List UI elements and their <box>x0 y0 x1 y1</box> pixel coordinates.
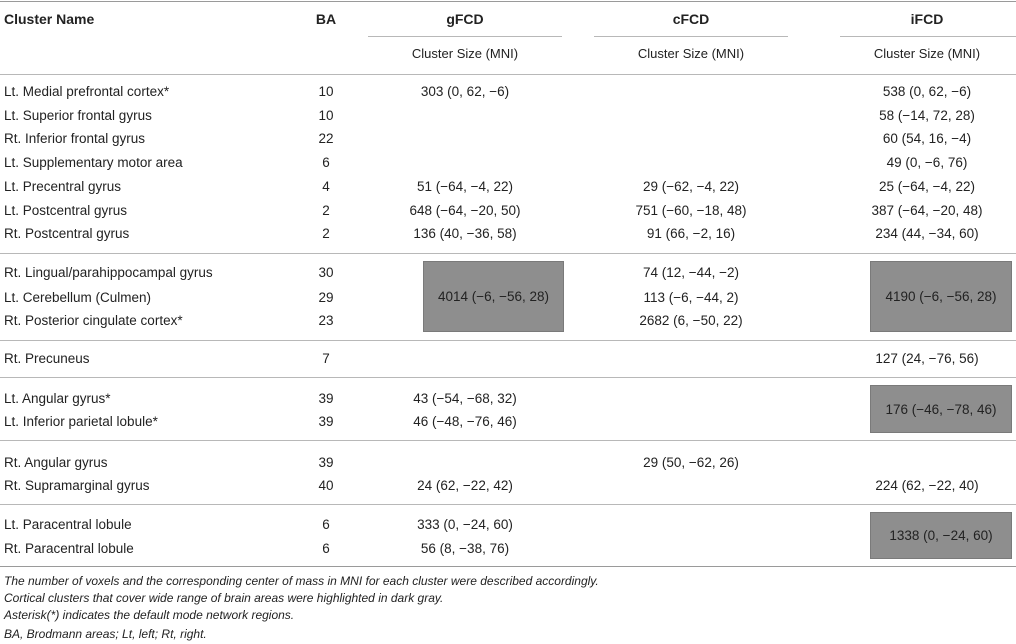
cluster-name-cell: Rt. Inferior frontal gyrus <box>4 131 146 146</box>
ba-cell: 2 <box>322 203 330 218</box>
ifcd-cell: 538 (0, 62, −6) <box>882 84 972 99</box>
cluster-name-cell: Rt. Paracentral lobule <box>4 541 134 556</box>
footnote: Asterisk(*) indicates the default mode network regions. <box>4 608 295 622</box>
ba-cell: 6 <box>322 155 330 170</box>
subheader-rule-gfcd <box>368 36 562 37</box>
highlight-cell-text: 4190 (−6, −56, 28) <box>885 289 997 304</box>
cluster-name-cell: Rt. Lingual/parahippocampal gyrus <box>4 265 213 280</box>
cluster-name-cell: Rt. Posterior cingulate cortex* <box>4 313 183 328</box>
group-rule <box>0 340 1016 341</box>
cluster-name-cell: Lt. Paracentral lobule <box>4 517 132 532</box>
ba-cell: 4 <box>322 179 330 194</box>
ba-cell: 22 <box>318 131 334 146</box>
ba-cell: 7 <box>322 351 330 366</box>
gfcd-cell: 648 (−64, −20, 50) <box>409 203 521 218</box>
group-rule <box>0 253 1016 254</box>
group-rule <box>0 504 1016 505</box>
highlight-cell-gfcd <box>423 261 564 332</box>
cluster-name-cell: Lt. Superior frontal gyrus <box>4 108 152 123</box>
cfcd-cell: 2682 (6, −50, 22) <box>639 313 743 328</box>
subheader-rule-ifcd <box>840 36 1016 37</box>
ifcd-cell: 60 (54, 16, −4) <box>882 131 972 146</box>
ifcd-cell: 58 (−14, 72, 28) <box>879 108 975 123</box>
cluster-name-cell: Lt. Angular gyrus* <box>4 391 111 406</box>
cluster-name-cell: Lt. Medial prefrontal cortex* <box>4 84 170 99</box>
highlight-cell-ifcd <box>870 385 1012 433</box>
footnote: Cortical clusters that cover wide range of brain areas were highlighted in dark gray. <box>4 591 444 605</box>
highlight-cell-ifcd <box>870 261 1012 332</box>
ifcd-cell: 127 (24, −76, 56) <box>875 351 979 366</box>
header-gfcd: gFCD <box>446 11 484 27</box>
header-cluster-name: Cluster Name <box>4 11 95 27</box>
subheader-gfcd: Cluster Size (MNI) <box>411 46 519 61</box>
ifcd-cell: 49 (0, −6, 76) <box>886 155 968 170</box>
ifcd-cell: 224 (62, −22, 40) <box>875 478 979 493</box>
ba-cell: 30 <box>318 265 334 280</box>
gfcd-cell: 56 (8, −38, 76) <box>420 541 510 556</box>
ba-cell: 23 <box>318 313 334 328</box>
ba-cell: 39 <box>318 414 334 429</box>
cluster-name-cell: Lt. Postcentral gyrus <box>4 203 128 218</box>
subheader-ifcd: Cluster Size (MNI) <box>873 46 981 61</box>
table-bottom-rule <box>0 566 1016 567</box>
subheader-rule-cfcd <box>594 36 788 37</box>
table-top-rule <box>0 1 1016 2</box>
header-ifcd: iFCD <box>910 11 944 27</box>
cfcd-cell: 74 (12, −44, −2) <box>642 265 740 280</box>
ba-cell: 39 <box>318 455 334 470</box>
cfcd-cell: 113 (−6, −44, 2) <box>643 290 739 305</box>
header-ba: BA <box>315 11 337 27</box>
group-rule <box>0 377 1016 378</box>
cluster-name-cell: Lt. Inferior parietal lobule* <box>4 414 158 429</box>
header-cfcd: cFCD <box>672 11 710 27</box>
gfcd-cell: 46 (−48, −76, 46) <box>413 414 517 429</box>
cfcd-cell: 29 (50, −62, 26) <box>643 455 739 470</box>
cfcd-cell: 29 (−62, −4, 22) <box>642 179 740 194</box>
ifcd-cell: 25 (−64, −4, 22) <box>878 179 976 194</box>
cluster-name-cell: Rt. Precuneus <box>4 351 90 366</box>
highlight-cell-text: 1338 (0, −24, 60) <box>889 528 993 543</box>
gfcd-cell: 333 (0, −24, 60) <box>417 517 513 532</box>
ba-cell: 6 <box>322 517 330 532</box>
gfcd-cell: 136 (40, −36, 58) <box>413 226 517 241</box>
ifcd-cell: 234 (44, −34, 60) <box>875 226 979 241</box>
footnote: BA, Brodmann areas; Lt, left; Rt, right. <box>4 627 207 641</box>
ba-cell: 29 <box>318 290 334 305</box>
ifcd-cell: 387 (−64, −20, 48) <box>871 203 983 218</box>
ba-cell: 39 <box>318 391 334 406</box>
gfcd-cell: 43 (−54, −68, 32) <box>413 391 517 406</box>
cluster-name-cell: Lt. Cerebellum (Culmen) <box>4 290 152 305</box>
cluster-name-cell: Rt. Angular gyrus <box>4 455 108 470</box>
subheader-cfcd: Cluster Size (MNI) <box>637 46 745 61</box>
cfcd-cell: 91 (66, −2, 16) <box>646 226 736 241</box>
highlight-cell-ifcd <box>870 512 1012 559</box>
cfcd-cell: 751 (−60, −18, 48) <box>635 203 747 218</box>
gfcd-cell: 51 (−64, −4, 22) <box>416 179 514 194</box>
footnote: The number of voxels and the corresponding center of mass in MNI for each cluster were described accordingly. <box>4 574 599 588</box>
group-rule <box>0 440 1016 441</box>
ba-cell: 10 <box>318 108 334 123</box>
cluster-name-cell: Lt. Precentral gyrus <box>4 179 122 194</box>
ba-cell: 6 <box>322 541 330 556</box>
cluster-name-cell: Rt. Supramarginal gyrus <box>4 478 150 493</box>
cluster-name-cell: Lt. Supplementary motor area <box>4 155 183 170</box>
cluster-name-cell: Rt. Postcentral gyrus <box>4 226 130 241</box>
header-rule <box>0 74 1016 75</box>
ba-cell: 2 <box>322 226 330 241</box>
highlight-cell-text: 176 (−46, −78, 46) <box>885 402 997 417</box>
ba-cell: 10 <box>318 84 334 99</box>
gfcd-cell: 303 (0, 62, −6) <box>420 84 510 99</box>
highlight-cell-text: 4014 (−6, −56, 28) <box>437 289 550 304</box>
gfcd-cell: 24 (62, −22, 42) <box>417 478 513 493</box>
ba-cell: 40 <box>318 478 334 493</box>
